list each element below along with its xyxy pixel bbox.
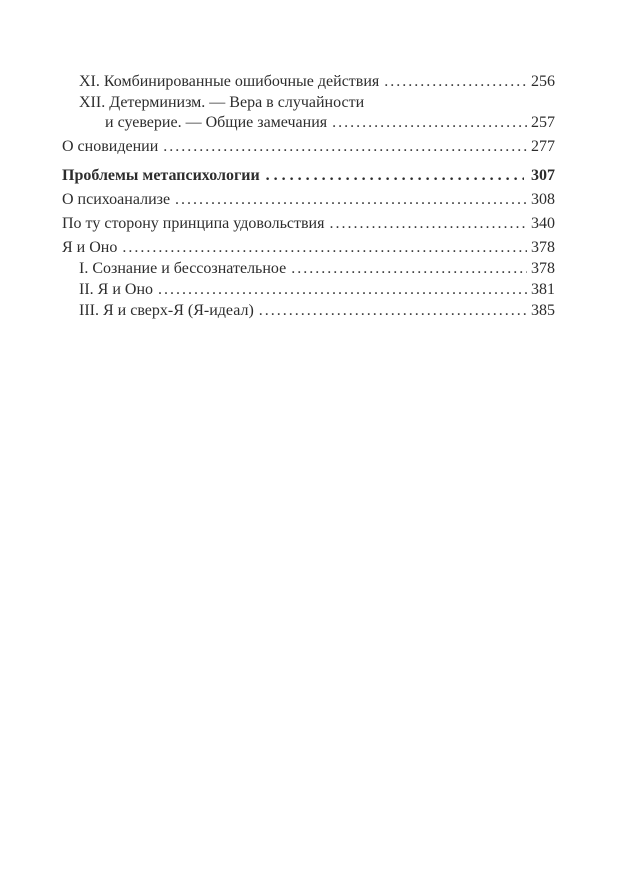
toc-row bbox=[62, 93, 555, 113]
toc-row bbox=[62, 214, 555, 234]
dot-leader bbox=[266, 166, 524, 186]
toc-row bbox=[62, 166, 555, 186]
toc-page bbox=[62, 71, 555, 321]
toc-row bbox=[62, 190, 555, 210]
toc-page-number: 256 bbox=[531, 73, 555, 90]
toc-page-number: 385 bbox=[531, 302, 555, 319]
dot-leader bbox=[332, 113, 527, 133]
dot-leader bbox=[384, 72, 527, 92]
toc-page-number: 381 bbox=[531, 281, 555, 298]
toc-page-number: 340 bbox=[531, 215, 555, 232]
toc-entry-text: XI. Комбинированные ошибочные действия bbox=[79, 73, 380, 90]
toc-entry-text: XII. Детерминизм. — Вера в случайности bbox=[79, 94, 365, 111]
toc-page-number: 378 bbox=[531, 239, 555, 256]
toc-row bbox=[62, 113, 555, 133]
dot-leader bbox=[175, 190, 527, 210]
toc-entry-text: О сновидении bbox=[62, 138, 159, 155]
toc-page-number: 277 bbox=[531, 138, 555, 155]
toc-row bbox=[62, 259, 555, 279]
toc-entry-text: По ту сторону принципа удовольствия bbox=[62, 215, 325, 232]
toc-entry-text: и суеверие. — Общие замечания bbox=[105, 114, 328, 131]
dot-leader bbox=[291, 259, 527, 279]
toc-page-number: 257 bbox=[531, 114, 555, 131]
toc-list bbox=[62, 72, 555, 321]
toc-entry-text: Проблемы метапсихологии bbox=[62, 167, 260, 184]
toc-entry-text: О психоанализе bbox=[62, 191, 171, 208]
dot-leader bbox=[329, 214, 527, 234]
toc-page-number: 308 bbox=[531, 191, 555, 208]
dot-leader bbox=[122, 238, 527, 258]
toc-row bbox=[62, 238, 555, 258]
toc-row bbox=[62, 301, 555, 321]
toc-entry-text: II. Я и Оно bbox=[79, 281, 154, 298]
dot-leader bbox=[158, 280, 527, 300]
toc-page-number: 378 bbox=[531, 260, 555, 277]
dot-leader bbox=[259, 301, 527, 321]
toc-row bbox=[62, 280, 555, 300]
toc-entry-text: Я и Оно bbox=[62, 239, 118, 256]
toc-page-number: 307 bbox=[531, 167, 555, 184]
toc-entry-text: I. Сознание и бессознательное bbox=[79, 260, 287, 277]
dot-leader bbox=[163, 137, 527, 157]
toc-entry-text: III. Я и сверх-Я (Я-идеал) bbox=[79, 302, 254, 319]
toc-row bbox=[62, 72, 555, 92]
toc-row bbox=[62, 137, 555, 157]
